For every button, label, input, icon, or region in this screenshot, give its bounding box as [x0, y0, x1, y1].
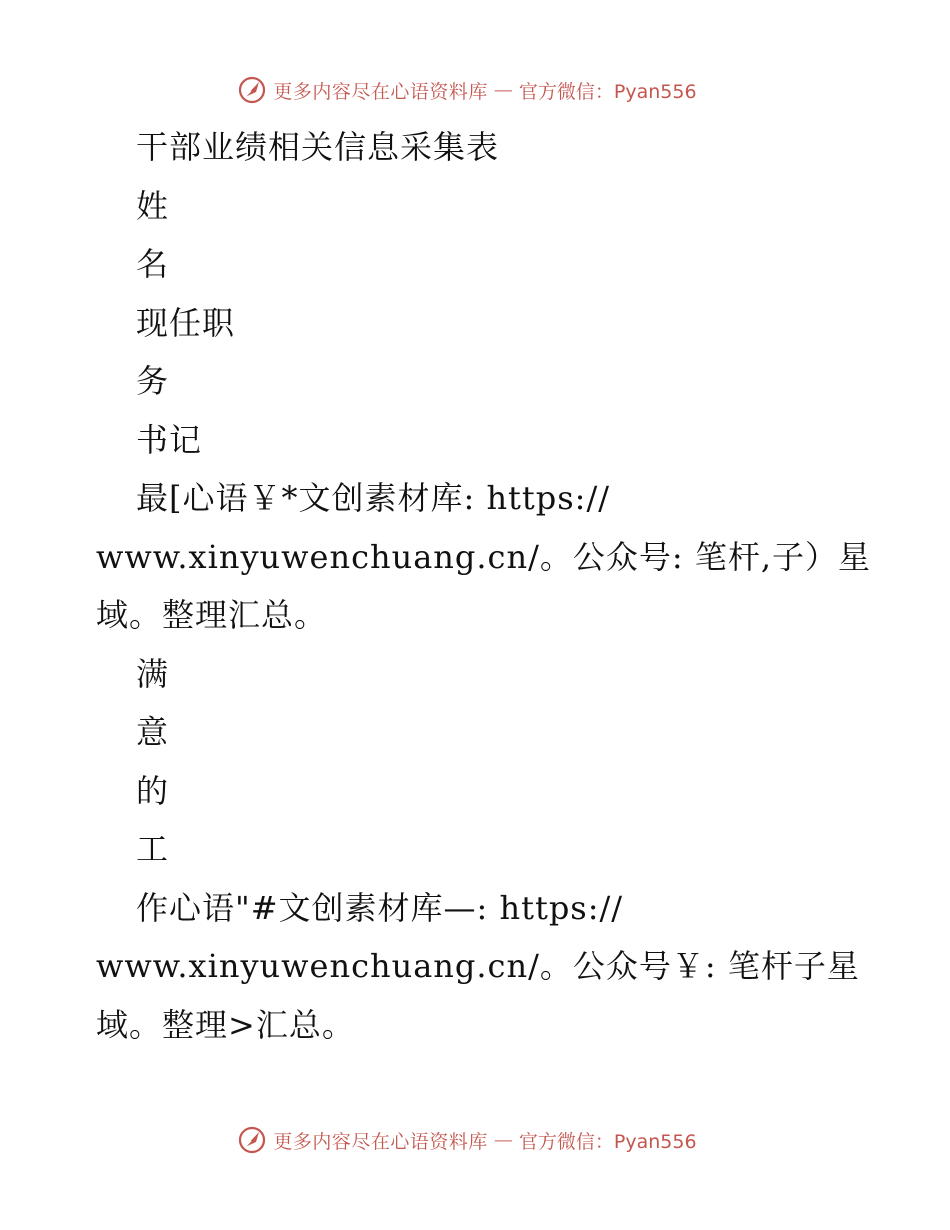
text-line: 作心语"#文创素材库—: https://: [136, 888, 624, 927]
feather-pen-icon: [237, 1125, 267, 1155]
text-line: 工: [136, 830, 170, 868]
text-line: 域。整理汇总。: [96, 596, 328, 634]
text-line: 书记: [136, 420, 203, 459]
header-banner-contact: 官方微信：Pyan556: [518, 80, 697, 103]
footer-banner-text: 更多内容尽在心语资料库: [273, 1130, 488, 1153]
footer-banner: [0, 1120, 950, 1160]
text-line: 意: [136, 713, 170, 751]
text-line: www.xinyuwenchuang.cn/。公众号: 笔杆,子）星: [96, 537, 871, 576]
text-line: 满: [136, 654, 170, 693]
header-banner-text: 更多内容尽在心语资料库: [273, 80, 488, 103]
text-line: www.xinyuwenchuang.cn/。公众号￥: 笔杆子星: [96, 947, 860, 985]
text-line: 现任职: [136, 303, 236, 342]
text-line: 名: [136, 245, 170, 283]
document-body: [96, 118, 871, 1054]
text-line: 域。整理>汇总。: [96, 1005, 355, 1044]
text-line: 的: [136, 771, 170, 810]
text-line: 务: [136, 362, 170, 400]
document-title: 干部业绩相关信息采集表: [136, 128, 500, 166]
header-banner-separator: —: [493, 79, 513, 101]
header-banner: [0, 70, 950, 110]
header-banner-content: [237, 75, 696, 105]
footer-banner-contact: 官方微信：Pyan556: [518, 1130, 697, 1153]
feather-pen-icon: [237, 75, 267, 105]
text-line: 最[心语￥*文创素材库: https://: [136, 479, 611, 517]
text-line: 姓: [136, 186, 170, 225]
footer-banner-separator: —: [493, 1129, 513, 1151]
footer-banner-content: [237, 1125, 696, 1155]
